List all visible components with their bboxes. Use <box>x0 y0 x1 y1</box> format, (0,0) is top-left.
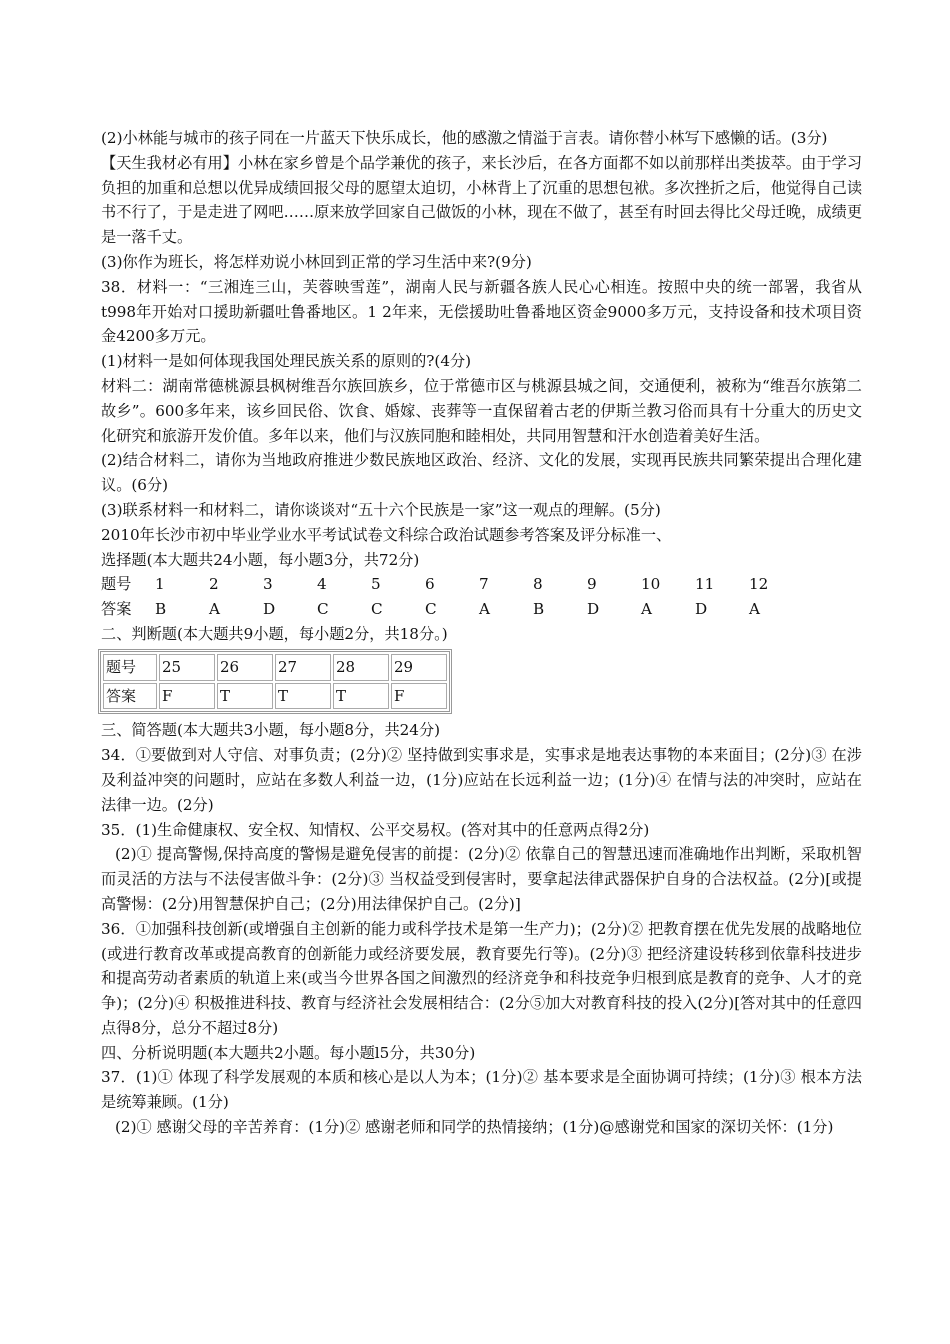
table-cell: D <box>695 600 708 619</box>
table-cell: 5 <box>371 575 381 594</box>
question-37-3: (3)你作为班长，将怎样劝说小林回到正常的学习生活中来?(9分) <box>101 252 532 271</box>
table-cell: 10 <box>641 575 661 594</box>
table-cell: 27 <box>275 654 331 681</box>
analysis-section-heading: 四、分析说明题(本大题共2小题。每小题l5分，共30分) <box>101 1043 476 1062</box>
table-cell: 6 <box>425 575 435 594</box>
table-cell: B <box>533 600 545 619</box>
table-cell: F <box>159 683 215 710</box>
table-cell: T <box>333 683 389 710</box>
answer-36: 36．①加强科技创新(或增强自主创新的能力或科学技术是第一生产力)；(2分)② 把教育摆在优先发展的战略地位(或进行教育改革或提高教育的创新能力或经济要发展，教育要先行等)。(2分)③ 把经济建设转移到依靠科技进步和提高劳动者素质的轨道上来(或当今世界各国之间激烈的经济竞争和科技竞争归根到底是教育的竞争、人才的竞争)；(2分)④ 积极推进科技、教育与经济社会发展相结合：(2分⑤加大对教育科技的投入(2分)[答对其中的任意四点得8分，总分不超过8分) <box>101 919 862 1037</box>
answer-35-2: (2)① 提高警惕,保持高度的警惕是避免侵害的前提：(2分)② 依靠自己的智慧迅速而准确地作出判断，采取机智而灵活的方法与不法侵害做斗争：(2分)③ 当权益受到侵害时，要拿起法律武器保护自身的合法权益。(2分)[或提高警惕：(2分)用智慧保护自己；(2分)用法律保护自己。(2分)] <box>101 845 862 913</box>
table-cell: 1 <box>155 575 165 594</box>
table-cell: T <box>275 683 331 710</box>
table-cell: 25 <box>159 654 215 681</box>
judge-section-heading: 二、判断题(本大题共9小题，每小题2分，共18分。) <box>101 624 448 643</box>
judge-number-row <box>103 654 447 681</box>
answer-34: 34．①要做到对人守信、对事负责；(2分)② 坚持做到实事求是，实事求是地表达事物的本来面目；(2分)③ 在涉及利益冲突的问题时，应站在多数人利益一边，(1分)应站在长远利益一边；(1分)④ 在情与法的冲突时，应站在法律一边。(2分) <box>101 746 862 814</box>
row-label: 题号 <box>103 654 157 681</box>
row-label: 答案 <box>103 683 157 710</box>
judge-answer-row <box>103 683 447 710</box>
table-cell: A <box>641 600 652 619</box>
table-cell: 28 <box>333 654 389 681</box>
table-cell: 2 <box>209 575 219 594</box>
table-cell: B <box>155 600 167 619</box>
table-cell: 26 <box>217 654 273 681</box>
table-cell: 3 <box>263 575 273 594</box>
judge-answer-table <box>98 649 452 715</box>
table-cell: 12 <box>749 575 769 594</box>
answer-key-title: 2010年长沙市初中毕业学业水平考试试卷文科综合政治试题参考答案及评分标准一、 <box>101 525 672 544</box>
table-cell: 4 <box>317 575 327 594</box>
table-cell: A <box>749 600 760 619</box>
question-38-1: (1)材料一是如何体现我国处理民族关系的原则的?(4分) <box>101 352 472 371</box>
question-37-2: (2)小林能与城市的孩子同在一片蓝天下快乐成长，他的感激之情溢于言表。请你替小林写下感懒的话。(3分) <box>101 129 828 147</box>
row-label: 题号 <box>101 575 132 594</box>
table-cell: D <box>587 600 600 619</box>
choice-answer-table <box>101 572 862 622</box>
material-paragraph: 【天生我材必有用】小林在家乡曾是个品学兼优的孩子，来长沙后，在各方面都不如以前那样出类拔萃。由于学习负担的加重和总想以优异成绩回报父母的愿望太迫切，小林背上了沉重的思想包袱。多次挫折之后，他觉得自己读书不行了，于是走进了网吧……原来放学回家自己做饭的小林，现在不做了，甚至有时回去得比父母迁晚，成绩更是一落千丈。 <box>101 153 862 247</box>
table-cell: 29 <box>391 654 447 681</box>
table-cell: F <box>391 683 447 710</box>
answer-37-1: 37．(1)① 体现了科学发展观的本质和核心是以人为本；(1分)② 基本要求是全面协调可持续；(1分)③ 根本方法是统筹兼顾。(1分) <box>101 1068 862 1112</box>
answer-37-2: (2)① 感谢父母的辛苦养育：(1分)② 感谢老师和同学的热情接纳；(1分)@感谢党和国家的深切关怀：(1分) <box>115 1118 834 1137</box>
short-answer-section-heading: 三、简答题(本大题共3小题，每小题8分，共24分) <box>101 721 441 740</box>
answer-35-1: 35．(1)生命健康权、安全权、知情权、公平交易权。(答对其中的任意两点得2分) <box>101 820 650 839</box>
table-cell: T <box>217 683 273 710</box>
table-cell: 8 <box>533 575 543 594</box>
table-cell: D <box>263 600 276 619</box>
choice-answer-row <box>101 597 862 622</box>
row-label: 答案 <box>101 600 132 619</box>
question-38-3: (3)联系材料一和材料二，请你谈谈对“五十六个民族是一家”这一观点的理解。(5分) <box>101 500 661 519</box>
table-cell: C <box>317 600 329 619</box>
table-cell: C <box>425 600 437 619</box>
choice-section-heading: 选择题(本大题共24小题，每小题3分，共72分) <box>101 550 420 569</box>
table-cell: A <box>209 600 220 619</box>
question-38-material-1: 38．材料一：“三湘连三山，芙蓉映雪莲”，湖南人民与新疆各族人民心心相连。按照中央的统一部署，我省从t998年开始对口援助新疆吐鲁番地区。1 2年来，无偿援助吐鲁番地区资金9000多万元，支持设备和技术项目资金4200多万元。 <box>101 277 862 346</box>
table-cell: 9 <box>587 575 597 594</box>
table-cell: C <box>371 600 383 619</box>
table-cell: 11 <box>695 575 715 594</box>
question-38-2: (2)结合材料二，请你为当地政府推进少数民族地区政治、经济、文化的发展，实现再民族共同繁荣提出合理化建议。(6分) <box>101 451 862 495</box>
choice-number-row <box>101 572 862 597</box>
table-cell: A <box>479 600 490 619</box>
table-cell: 7 <box>479 575 489 594</box>
question-38-material-2: 材料二：湖南常德桃源县枫树维吾尔族回族乡，位于常德市区与桃源县城之间，交通便利，被称为“维吾尔族第二故乡”。600多年来，该乡回民俗、饮食、婚嫁、丧葬等一直保留着古老的伊斯兰教习俗而具有十分重大的历史文化研究和旅游开发价值。多年以来，他们与汉族同胞和睦相处，共同用智慧和汗水创造着美好生活。 <box>101 376 862 445</box>
